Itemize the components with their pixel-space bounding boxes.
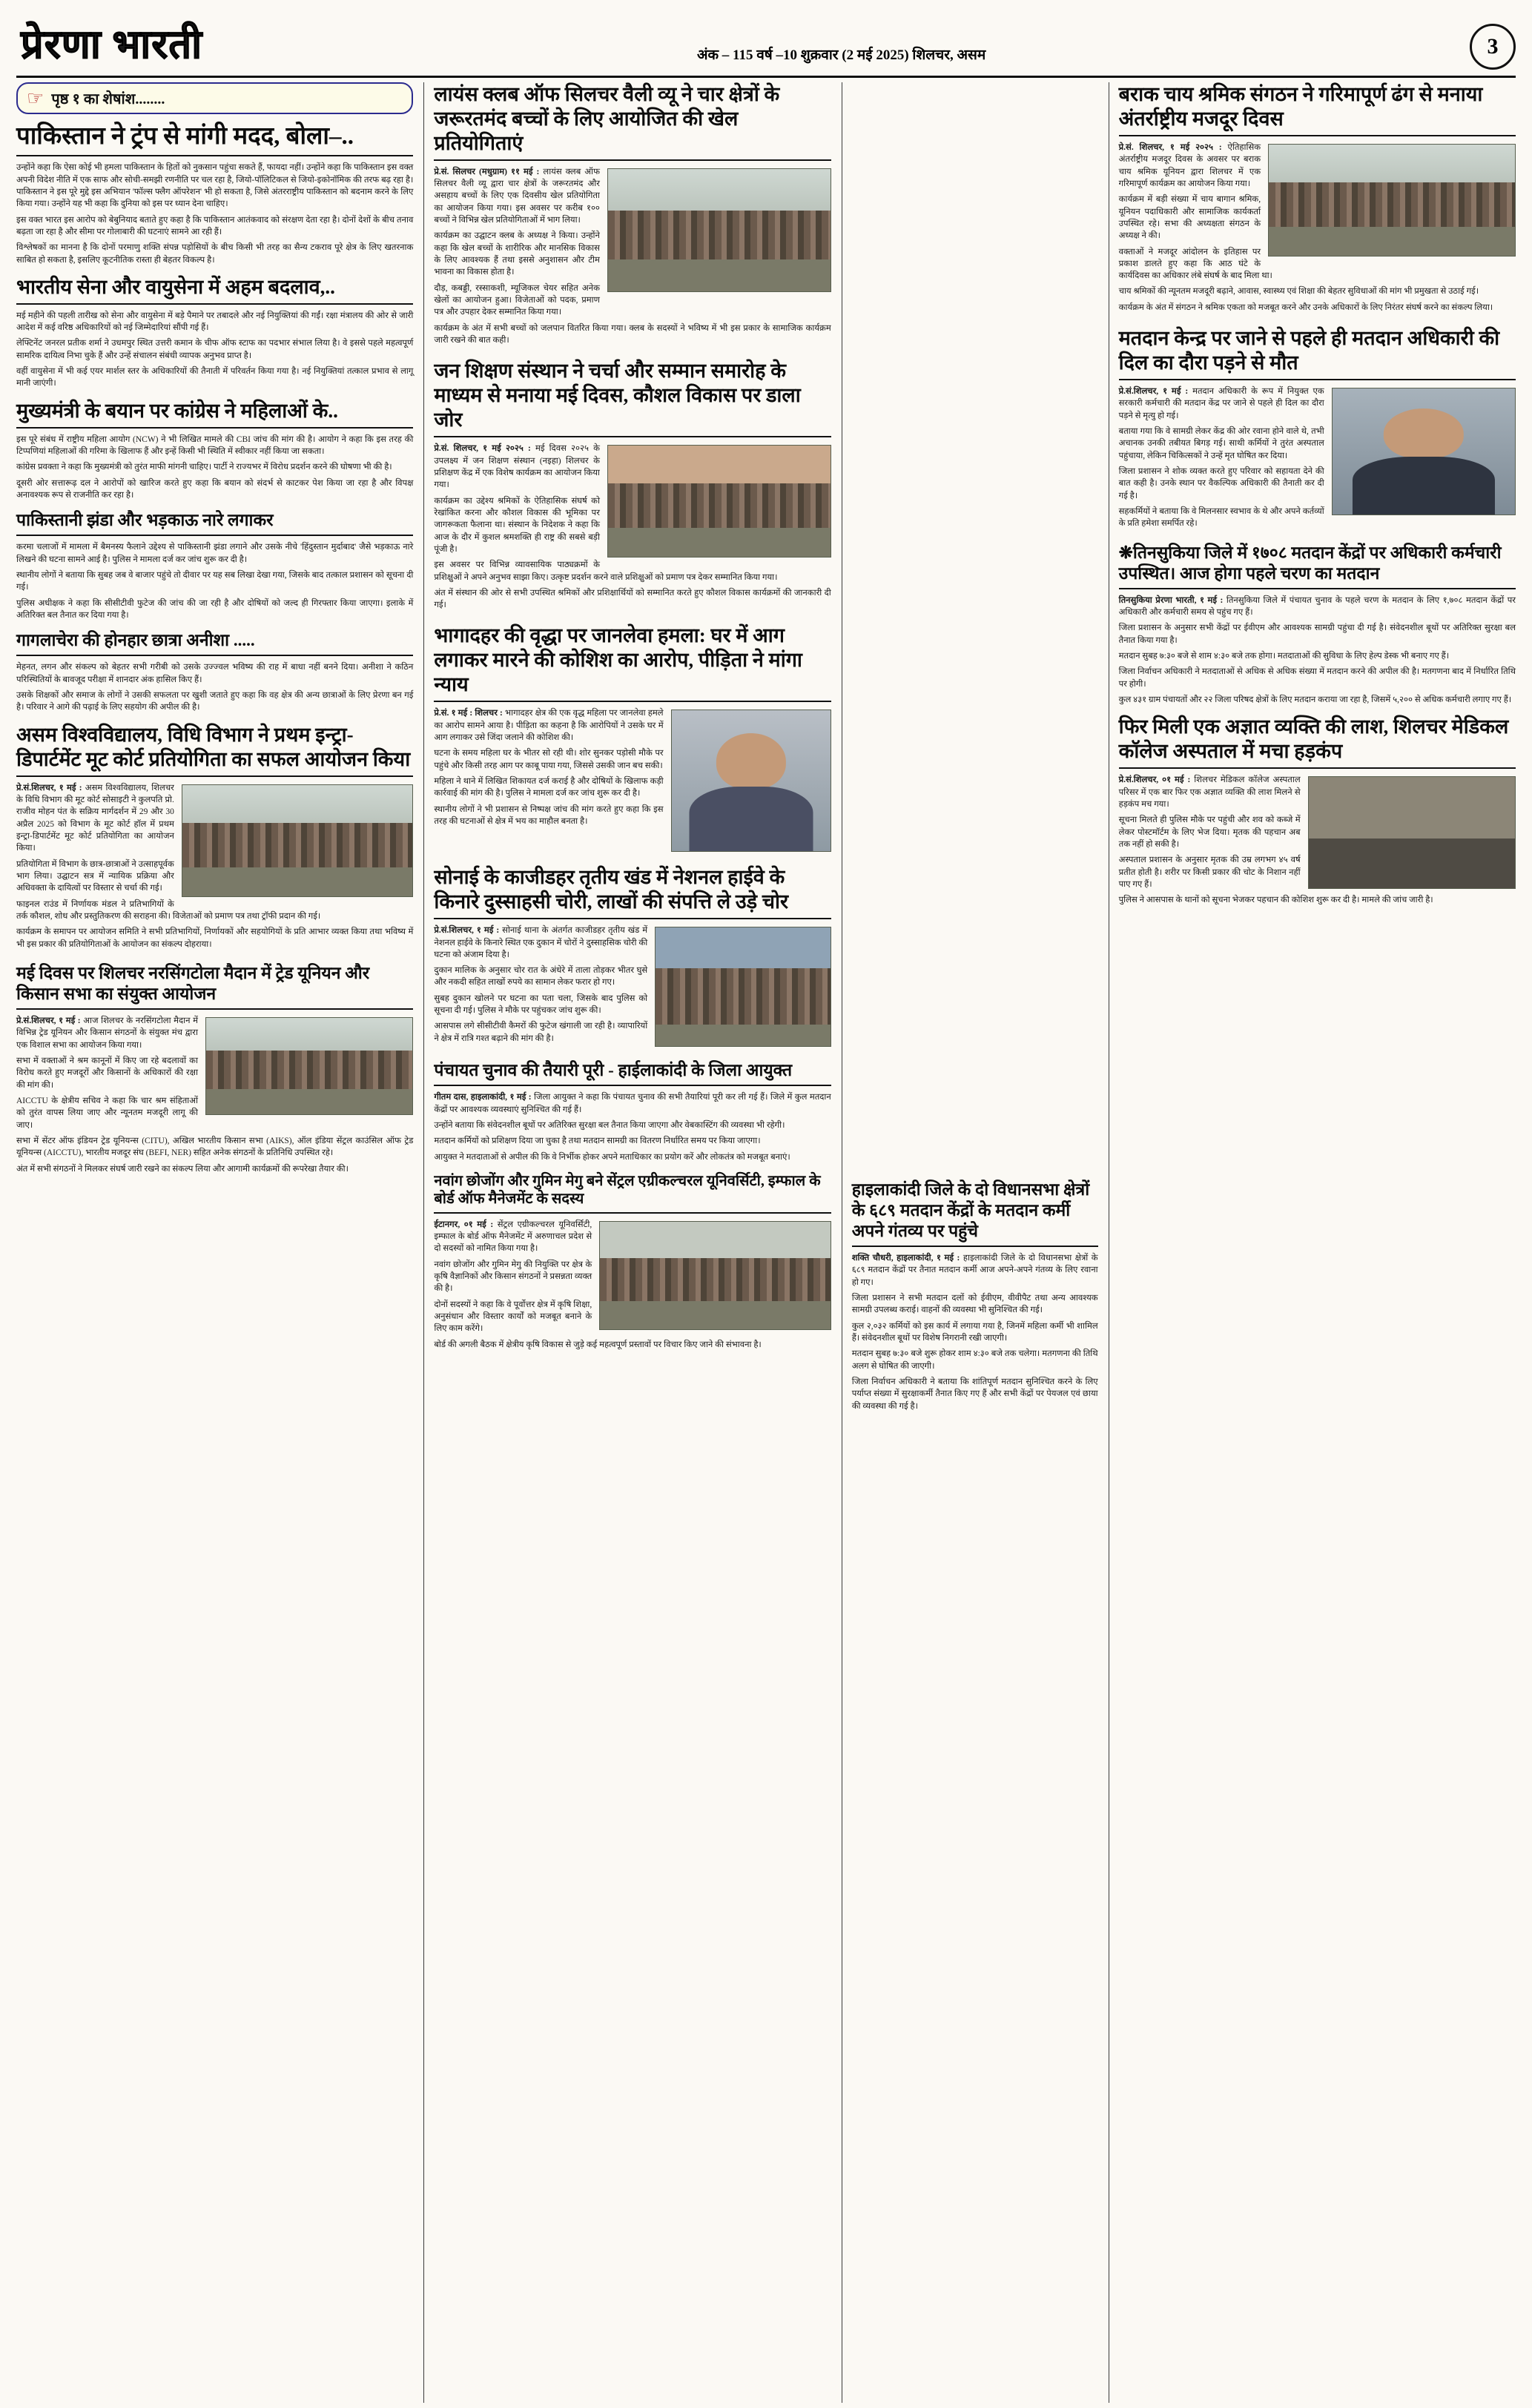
article-headline: बराक चाय श्रमिक संगठन ने गरिमापूर्ण ढंग से मनाया अंतर्राष्ट्रीय मजदूर दिवस [1119,82,1516,136]
article-bhagadahar-attack [434,624,831,856]
paragraph-text: तिनसुकिया जिले में पंचायत चुनाव के पहले चरण के मतदान के लिए १,७०८ मतदान केंद्रों पर अधिकारी और कर्मचारी समय से पहुंच गए हैं। [1118,595,1516,618]
paragraph: विश्लेषकों का मानना है कि दोनों परमाणु शक्ति संपन्न पड़ोसियों के बीच किसी भी तरह का सैन्य टकराव पूरे क्षेत्र के लिए खतरनाक साबित हो सकता है, इसलिए कूटनीतिक रास्ता ही बेहतर विकल्प है। [16,243,414,265]
column-4 [1109,82,1516,2403]
paragraph-text: मई दिवस २०२५ के उपलक्ष्य में जन शिक्षण संस्थान (नइहा) शिलचर के प्रशिक्षण केंद्र में एक विशेष कार्यक्रम का आयोजन किया गया। [434,444,600,490]
article-headline: सोनाई के काजीडहर तृतीय खंड में नेशनल हाईवे के किनारे दुस्साहसी चोरी, लाखों की संपत्ति ले उड़े चोर [434,865,831,919]
article-photo [607,445,831,558]
paragraph: करमा चलाजों में मामला में बैमनस्य फैलाने उद्देश्य से पाकिस्तानी झंडा लगाने और उसके नीचे 'हिंदुस्तान मुर्दाबाद' जैसे भड़काऊ नारे लिखने की घटना सामने आई है। पुलिस ने मामला दर्ज कर जांच शुरू कर दी है। [16,543,414,564]
paragraph: अस्पताल प्रशासन के अनुसार मृतक की उम्र लगभग ४५ वर्ष प्रतीत होती है। शरीर पर किसी प्रकार की चोट के निशान नहीं पाए गए हैं। [1118,856,1301,889]
paragraph: सहकर्मियों ने बताया कि वे मिलनसार स्वभाव के थे और अपने कर्तव्यों के प्रति हमेशा समर्पित रहे। [1118,506,1324,529]
dateline: प्रे.सं. १ मई : शिलचर : [434,709,503,718]
paragraph: महिला ने थाने में लिखित शिकायत दर्ज कराई है और दोषियों के खिलाफ कड़ी कार्रवाई की मांग की है। पुलिस ने मामला दर्ज कर जांच शुरू कर दी है। [434,776,664,798]
article-tinsukia-polling [1119,543,1516,707]
article-mayday-silchar [16,963,413,1179]
paragraph-text: मतदान अधिकारी के रूप में नियुक्त एक सरकारी कर्मचारी की मतदान केंद्र पर जाने से पहले ही दिल का दौरा पड़ने से मृत्यु हो गई। [1118,387,1324,420]
article-headline: मई दिवस पर शिलचर नरसिंगटोला मैदान में ट्रेड यूनियन और किसान सभा का संयुक्त आयोजन [16,963,413,1010]
paragraph [852,1252,1098,1289]
article-pakistan-trump [16,122,413,266]
paragraph-text: सेंट्रल एग्रीकल्चरल यूनिवर्सिटी, इम्फाल के बोर्ड ऑफ मैनेजमेंट में अरुणाचल प्रदेश से दो सदस्यों को नामित किया गया है। [434,1220,592,1254]
paragraph: दोनों सदस्यों ने कहा कि वे पूर्वोत्तर क्षेत्र में कृषि शिक्षा, अनुसंधान और विस्तार कार्यों को मजबूत बनाने के लिए काम करेंगे। [434,1300,592,1334]
dateline: तिनसुकिया प्रेरणा भारती, १ मई : [1118,595,1224,605]
article-photo [1268,144,1516,257]
article-photo [655,927,831,1047]
paragraph-text: आज शिलचर के नरसिंगटोला मैदान में विभिन्न ट्रेड यूनियन और किसान संगठनों के संयुक्त मंच द्वारा एक विशाल सभा का आयोजन किया गया। [16,1016,198,1050]
dateline: ईटानगर, ०१ मई : [434,1220,494,1229]
paragraph [1119,595,1516,619]
dateline: प्रे.सं.शिलचर, ०१ मई : [1118,775,1191,785]
paragraph-text: असम विश्वविद्यालय, शिलचर के विधि विभाग की मूट कोर्ट सोसाइटी ने कुलपति प्रो. राजीव मोहन पंत के सक्रिय मार्गदर्शन में 29 और 30 अप्रैल 2025 को विभाग के मूट कोर्ट हॉल में प्रथम इन्ट्रा-डिपार्टमेंट मूट कोर्ट प्रतियोगिता का आयोजन किया। [16,783,174,853]
paragraph: सभा में वक्ताओं ने श्रम कानूनों में किए जा रहे बदलावों का विरोध करते हुए मजदूरों और किसानों के अधिकारों की रक्षा की मांग की। [16,1056,198,1090]
paragraph: जिला प्रशासन ने सभी मतदान दलों को ईवीएम, वीवीपैट तथा अन्य आवश्यक सामग्री उपलब्ध कराई। वाहनों की व्यवस्था भी सुनिश्चित की गई। [851,1294,1098,1315]
article-lions-club [434,82,831,350]
paragraph: वहीं वायुसेना में भी कई एयर मार्शल स्तर के अधिकारियों की तैनाती में परिवर्तन किया गया है। नई नियुक्तियां तत्काल प्रभाव से लागू मानी जाएंगी। [16,367,414,388]
paragraph: जिला प्रशासन ने शोक व्यक्त करते हुए परिवार को सहायता देने की बात कही है। उनके स्थान पर वैकल्पिक अधिकारी की तैनाती कर दी गई है। [1118,466,1324,500]
article-headline: फिर मिली एक अज्ञात व्यक्ति की लाश, शिलचर मेडिकल कॉलेज अस्पताल में मचा हड़कंप [1119,715,1516,769]
page-number: 3 [1470,24,1516,70]
paragraph-text: जिला आयुक्त ने कहा कि पंचायत चुनाव की सभी तैयारियां पूरी कर ली गई हैं। जिले में कुल मतदान केंद्रों पर आवश्यक व्यवस्थाएं सुनिश्चित की गई हैं। [434,1093,831,1114]
paragraph: जिला प्रशासन के अनुसार सभी केंद्रों पर ईवीएम और आवश्यक सामग्री पहुंचा दी गई है। संवेदनशील बूथों पर अतिरिक्त सुरक्षा बल तैनात किया गया है। [1118,624,1516,645]
paragraph: पुलिस ने आसपास के थानों को सूचना भेजकर पहचान की कोशिश शुरू कर दी है। मामले की जांच जारी है। [1118,896,1433,905]
paragraph-text: लायंस क्लब ऑफ सिलचर वैली व्यू द्वारा चार क्षेत्रों के जरूरतमंद और असहाय बच्चों के लिए एक दिवसीय खेल प्रतियोगिता का आयोजन किया गया। इस अवसर पर करीब १०० बच्चों ने विभिन्न खेल प्रतियोगिताओं में भाग लिया। [434,167,600,225]
article-photo [182,784,414,897]
dateline: प्रे.सं. शिलचर, १ मई २०२५ : [1118,142,1222,152]
dateline: प्रे.सं. शिलचर, १ मई २०२५ : [434,444,531,454]
paragraph: प्रतियोगिता में विभाग के छात्र-छात्राओं ने उत्साहपूर्वक भाग लिया। उद्घाटन सत्र में न्यायिक प्रक्रिया और अधिवक्ता के दायित्वों पर विस्तार से चर्चा की गई। [16,859,174,893]
pointing-hand-icon: ☞ [27,87,44,109]
paragraph: दूसरी ओर सत्तारूढ़ दल ने आरोपों को खारिज करते हुए कहा कि बयान को संदर्भ से काटकर पेश किया जा रहा है और विपक्ष अनावश्यक रूप से राजनीति कर रहा है। [16,478,414,500]
article-photo [599,1221,831,1330]
paragraph: फाइनल राउंड में निर्णायक मंडल ने प्रतिभागियों के तर्क कौशल, शोध और प्रस्तुतिकरण की सराहना की। विजेताओं को प्रमाण पत्र तथा ट्रॉफी प्रदान की गई। [16,899,321,921]
paragraph: बोर्ड की अगली बैठक में क्षेत्रीय कृषि विकास से जुड़े कई महत्वपूर्ण प्रस्तावों पर विचार किए जाने की संभावना है। [434,1340,762,1349]
article-headline: नवांग छोजोंग और गुमिन मेगु बने सेंट्रल एग्रीकल्चरल यूनिवर्सिटी, इम्फाल के बोर्ड ऑफ मैनेजमेंट के सदस्य [434,1172,831,1214]
paragraph: इस पूरे संबंध में राष्ट्रीय महिला आयोग (NCW) ने भी लिखित मामले की CBI जांच की मांग की है। आयोग ने कहा कि इस तरह की टिप्पणियां महिलाओं की गरिमा के खिलाफ हैं और इन्हें किसी भी स्थिति में स्वीकार नहीं किया जा सकता। [16,434,414,457]
paragraph: स्थानीय लोगों ने भी प्रशासन से निष्पक्ष जांच की मांग करते हुए कहा कि इस तरह की घटनाओं से क्षेत्र में भय का माहौल बनता है। [434,804,664,826]
article-headline: भारतीय सेना और वायुसेना में अहम बदलाव,.. [16,275,413,305]
paragraph: चाय श्रमिकों की न्यूनतम मजदूरी बढ़ाने, आवास, स्वास्थ्य एवं शिक्षा की बेहतर सुविधाओं की मांग भी प्रमुखता से उठाई गई। [1118,287,1479,297]
column-container [16,82,1516,2403]
paragraph: मेहनत, लगन और संकल्प को बेहतर सभी गरीबी को उसके उज्ज्वल भविष्य की राह में बाधा नहीं बनने दिया। अनीशा ने कठिन परिस्थितियों के बावजूद परीक्षा में शानदार अंक हासिल किए हैं। [16,663,414,684]
dateline: गीतम दास, हाइलाकांदी, १ मई : [434,1093,532,1102]
article-headline: मतदान केन्द्र पर जाने से पहले ही मतदान अधिकारी की दिल का दौरा पड़ने से मौत [1119,326,1516,380]
newspaper-title: प्रेरणा भारती [21,22,203,67]
paragraph: सुबह दुकान खोलने पर घटना का पता चला, जिसके बाद पुलिस को सूचना दी गई। पुलिस ने मौके पर पहुंचकर जांच शुरू की। [434,993,648,1016]
column-2 [423,82,831,2403]
dateline: प्रे.सं.शिलचर, १ मई : [16,1016,81,1025]
paragraph: आयुक्त ने मतदाताओं से अपील की कि वे निर्भीक होकर अपने मताधिकार का प्रयोग करें और लोकतंत्र को मजबूत बनाएं। [434,1152,790,1162]
article-body [434,1091,831,1163]
masthead [16,13,1516,78]
paragraph-text: सोनाई थाना के अंतर्गत काजीडहर तृतीय खंड में नेशनल हाईवे के किनारे स्थित एक दुकान में चोरों ने दुस्साहसिक चोरी की घटना को अंजाम दिया है। [434,926,648,959]
paragraph: कार्यक्रम में बड़ी संख्या में चाय बागान श्रमिक, यूनियन पदाधिकारी और सामाजिक कार्यकर्ता उपस्थित रहे। सभा की अध्यक्षता संगठन के अध्यक्ष ने की। [1118,195,1261,241]
paragraph [434,1091,831,1116]
article-body [16,162,413,266]
article-photo [205,1017,413,1115]
paragraph: कुल ४३१ ग्राम पंचायतों और २२ जिला परिषद क्षेत्रों के लिए मतदान कराया जा रहा है, जिसमें ५,२०० से अधिक कर्मचारी लगाए गए हैं। [1118,695,1512,705]
paragraph: AICCTU के क्षेत्रीय सचिव ने कहा कि चार श्रम संहिताओं को तुरंत वापस लिया जाए और न्यूनतम मजदूरी लागू की जाए। [16,1096,198,1130]
paragraph: नवांग छोजोंग और गुमिन मेगु की नियुक्ति पर क्षेत्र के कृषि वैज्ञानिकों और किसान संगठनों ने प्रसन्नता व्यक्त की है। [434,1260,592,1294]
paragraph: कार्यक्रम का उद्घाटन क्लब के अध्यक्ष ने किया। उन्होंने कहा कि खेल बच्चों के शारीरिक और मानसिक विकास के लिए आवश्यक हैं तथा इससे अनुशासन और टीम भावना का विकास होता है। [434,231,600,277]
paragraph-text: शिलचर मेडिकल कॉलेज अस्पताल परिसर में एक बार फिर एक अज्ञात व्यक्ति की लाश मिलने से हड़कंप मच गया। [1118,775,1301,809]
paragraph: सूचना मिलते ही पुलिस मौके पर पहुंची और शव को कब्जे में लेकर पोस्टमॉर्टम के लिए भेज दिया। मृतक की पहचान अब तक नहीं हो सकी है। [1118,816,1301,849]
paragraph: मतदान सुबह ७:३० बजे से शाम ४:३० बजे तक होगा। मतदाताओं की सुविधा के लिए हेल्प डेस्क भी बनाए गए हैं। [1118,652,1450,661]
article-panchayat-hailakandi [434,1060,831,1163]
article-moot-court [16,723,413,954]
paragraph: वक्ताओं ने मजदूर आंदोलन के इतिहास पर प्रकाश डालते हुए कहा कि आठ घंटे के कार्यदिवस का अधिकार लंबे संघर्ष के बाद मिला था। [1118,247,1272,281]
paragraph: कार्यक्रम के अंत में संगठन ने श्रमिक एकता को मजबूत करने और उनके अधिकारों के लिए निरंतर संघर्ष करने का संकल्प लिया। [1118,302,1493,312]
paragraph: इस वक्त भारत इस आरोप को बेबुनियाद बताते हुए कहा है कि पाकिस्तान आतंकवाद को संरक्षण देता रहा है। दोनों देशों के बीच तनाव बढ़ता जा रहा है और सीमा पर गोलाबारी की घटनाएं सामने आ रही हैं। [16,215,414,236]
article-photo [607,168,831,292]
paragraph: सभा में सेंटर ऑफ इंडियन ट्रेड यूनियन्स (CITU), अखिल भारतीय किसान सभा (AIKS), ऑल इंडिया सेंट्रल काउंसिल ऑफ ट्रेड यूनियन्स (AICCTU), भारतीय मजदूर संघ (BEFI, NER) सहित अनेक संगठनों के प्रतिनिधि उपस्थित रहे। [16,1136,414,1158]
article-jan-shikshan [434,359,831,615]
paragraph: उसके शिक्षकों और समाज के लोगों ने उसकी सफलता पर खुशी जताते हुए कहा कि वह क्षेत्र की अन्य छात्राओं के लिए प्रेरणा बन गई है। परिवार ने आगे की पढ़ाई के लिए सहयोग की अपील की है। [16,691,414,712]
article-headline: लायंस क्लब ऑफ सिलचर वैली व्यू ने चार क्षेत्रों के जरूरतमंद बच्चों के लिए आयोजित की खेल प्रतियोगिताएं [434,82,831,161]
article-headline: हाइलाकांदी जिले के दो विधानसभा क्षेत्रों के ६८९ मतदान केंद्रों के मतदान कर्मी अपने गंतव्य पर पहुंचे [852,1180,1098,1247]
article-headline: भागादहर की वृद्धा पर जानलेवा हमला: घर में आग लगाकर मारने की कोशिश का आरोप, पीड़िता ने मांगा न्याय [434,624,831,702]
paragraph: अंत में संस्थान की ओर से सभी उपस्थित श्रमिकों और प्रशिक्षार्थियों को सम्मानित करते हुए कौशल विकास कार्यक्रमों की जानकारी दी गई। [434,588,831,610]
paragraph-text: भागादहर क्षेत्र की एक वृद्ध महिला पर जानलेवा हमले का आरोप सामने आया है। पीड़िता का कहना है कि आरोपियों ने उसके घर में आग लगाकर उसे जिंदा जलाने की कोशिश की। [434,709,664,742]
article-body [16,434,413,502]
paragraph: स्थानीय लोगों ने बताया कि सुबह जब वे बाजार पहुंचे तो दीवार पर यह सब लिखा देखा गया, जिसके बाद तत्काल प्रशासन को सूचना दी गई। [16,571,414,592]
paragraph: पुलिस अधीक्षक ने कहा कि सीसीटीवी फुटेज की जांच की जा रही है और दोषियों को जल्द ही गिरफ्तार किया जाएगा। इलाके में अतिरिक्त बल तैनात कर दिया गया है। [16,598,414,621]
article-headline: असम विश्वविद्यालय, विधि विभाग ने प्रथम इन्ट्रा-डिपार्टमेंट मूट कोर्ट प्रतियोगिता का सफल आयोजन किया [16,723,413,777]
paragraph: कार्यक्रम के समापन पर आयोजन समिति ने सभी प्रतिभागियों, निर्णायकों और सहयोगियों के प्रति आभार व्यक्त किया तथा भविष्य में भी इस प्रकार की प्रतियोगिताओं के आयोजन का संकल्प दोहराया। [16,927,414,949]
paragraph: बताया गया कि वे सामग्री लेकर केंद्र की ओर रवाना होने वाले थे, तभी अचानक उनकी तबीयत बिगड़ गई। साथी कर्मियों ने तुरंत अस्पताल पहुंचाया, लेकिन चिकित्सकों ने उन्हें मृत घोषित कर दिया। [1118,427,1324,460]
article-student-anisha [16,630,413,713]
dateline: प्रे.सं.शिलचर, १ मई : [1118,387,1189,397]
paragraph: कार्यक्रम के अंत में सभी बच्चों को जलपान वितरित किया गया। क्लब के सदस्यों ने भविष्य में भी इस प्रकार के सामाजिक कार्यक्रम जारी रखने की बात कही। [434,323,831,345]
article-headline: मुख्यमंत्री के बयान पर कांग्रेस ने महिलाओं के.. [16,399,413,429]
paragraph-text: ऐतिहासिक अंतर्राष्ट्रीय मजदूर दिवस के अवसर पर बराक चाय श्रमिक यूनियन द्वारा शिलचर में एक गरिमापूर्ण कार्यक्रम का आयोजन किया गया। [1118,142,1261,188]
paragraph: घटना के समय महिला घर के भीतर सो रही थी। शोर सुनकर पड़ोसी मौके पर पहुंचे और किसी तरह आग पर काबू पाया गया, जिससे उसकी जान बच सकी। [434,749,664,770]
article-unidentified-body [1119,715,1516,910]
paragraph: लेफ्टिनेंट जनरल प्रतीक शर्मा ने उधमपुर स्थित उत्तरी कमान के चीफ ऑफ स्टाफ का पदभार संभाल लिया है। वे इससे पहले महत्वपूर्ण सामरिक दायित्व निभा चुके हैं और उन्हें संचालन संबंधी व्यापक अनुभव प्राप्त है। [16,339,414,360]
victim-photo [671,710,831,852]
article-body [16,541,413,621]
dateline: प्रे.सं.शिलचर, १ मई : [16,783,82,793]
article-army-airforce [16,275,413,390]
paragraph: जिला निर्वाचन अधिकारी ने मतदाताओं से अधिक से अधिक संख्या में मतदान करने की अपील की है। मतगणना बाद में निर्धारित तिथि पर होगी। [1118,667,1516,689]
article-body [852,1252,1098,1412]
article-polling-officer-death [1119,326,1516,533]
article-headline: गागलाचेरा की होनहार छात्रा अनीशा ..... [16,630,413,656]
column-1 [16,82,413,2403]
paragraph: दुकान मालिक के अनुसार चोर रात के अंधेरे में ताला तोड़कर भीतर घुसे और नकदी सहित लाखों रुपये का सामान लेकर फरार हो गए। [434,966,648,988]
column-3 [842,82,1098,2403]
paragraph: कांग्रेस प्रवक्ता ने कहा कि मुख्यमंत्री को तुरंत माफी मांगनी चाहिए। पार्टी ने राज्यभर में विरोध प्रदर्शन करने की घोषणा भी की है। [16,463,392,472]
paragraph: मतदान सुबह ७:३० बजे शुरू होकर शाम ४:३० बजे तक चलेगा। मतगणना की तिथि अलग से घोषित की जाएगी। [851,1349,1098,1371]
paragraph-text: हाइलाकांदी जिले के दो विधानसभा क्षेत्रों के ६८९ मतदान केंद्रों पर तैनात मतदान कर्मी आज अपने-अपने गंतव्य के लिए रवाना हो गए। [851,1254,1098,1287]
article-body [1119,595,1516,707]
article-sonai-theft [434,865,831,1051]
article-headline: पाकिस्तानी झंडा और भड़काऊ नारे लगाकर [16,510,413,536]
article-body [16,661,413,713]
paragraph: उन्होंने कहा कि ऐसा कोई भी हमला पाकिस्तान के हितों को नुकसान पहुंचा सकते हैं, फायदा नहीं। उन्होंने कहा कि पाकिस्तान इस वक्त अपनी विदेश नीति में एक साफ और सोची-समझी रणनीति पर चल रहा है, जियो-पॉलिटिकल से जियो-इकोनॉमिक की तरफ बढ़ रहा है। पाकिस्तान ने इस पूरे मुद्दे इस अभियान 'फॉल्स फ्लैग ऑपरेशन' भी हो सकता है, जिसे अंतरराष्ट्रीय पाकिस्तान को बदनाम करने के लिए किया गया। उन्होंने यह भी कहा कि दुनिया को इस पर ध्यान देना चाहिए। [16,163,414,209]
paragraph: इस अवसर पर विभिन्न व्यावसायिक पाठ्यक्रमों के प्रशिक्षुओं ने अपने अनुभव साझा किए। उत्कृष्ट प्रदर्शन करने वाले प्रशिक्षुओं को प्रमाण पत्र देकर सम्मानित किया गया। [434,560,778,582]
issue-line: अंक – 115 वर्ष –10 शुक्रवार (2 मई 2025) शिलचर, असम [696,47,986,63]
paragraph: कार्यक्रम का उद्देश्य श्रमिकों के ऐतिहासिक संघर्ष को रेखांकित करना और कौशल विकास की भूमिका पर जागरूकता फैलाना था। संस्थान के निदेशक ने कहा कि आज के दौर में कुशल श्रमशक्ति ही राष्ट्र की सबसे बड़ी पूंजी है। [434,496,600,554]
article-headline: जन शिक्षण संस्थान ने चर्चा और सम्मान समारोह के माध्यम से मनाया मई दिवस, कौशल विकास पर डाला जोर [434,359,831,437]
dateline: प्रे.सं. सिलचर (मधुग्राम) ११ मई : [434,167,540,176]
article-cm-congress [16,399,413,502]
paragraph: कुल २,०३२ कर्मियों को इस कार्य में लगाया गया है, जिनमें महिला कर्मी भी शामिल हैं। संवेदनशील बूथों पर विशेष निगरानी रखी जाएगी। [851,1321,1098,1343]
article-hailakandi-polling [852,1180,1098,1412]
paragraph: मई महीने की पहली तारीख को सेना और वायुसेना में बड़े पैमाने पर तबादले और नई नियुक्तियां की गईं। रक्षा मंत्रालय की ओर से जारी आदेश में कई वरिष्ठ अधिकारियों को नई जिम्मेदारियां सौंपी गई हैं। [16,311,414,333]
continuation-label: पृष्ठ १ का शेषांश........ [51,91,165,108]
article-headline: पंचायत चुनाव की तैयारी पूरी - हाईलाकांदी के जिला आयुक्त [434,1060,831,1086]
dateline: शक्ति चौधरी, हाइलाकांदी, १ मई : [851,1254,960,1263]
paragraph: दौड़, कबड्डी, रस्साकशी, म्यूजिकल चेयर सहित अनेक खेलों का आयोजन हुआ। विजेताओं को पदक, प्रमाण पत्र और उपहार देकर सम्मानित किया गया। [434,283,600,317]
article-photo [1308,776,1516,889]
article-cau-board [434,1172,831,1354]
continuation-ribbon [16,82,413,114]
article-body [16,310,413,390]
article-tea-workers-mayday [1119,82,1516,317]
dateline: प्रे.सं.शिलचर, १ मई : [434,926,500,936]
paragraph: जिला निर्वाचन अधिकारी ने बताया कि शांतिपूर्ण मतदान सुनिश्चित करने के लिए पर्याप्त संख्या में सुरक्षाकर्मी तैनात किए गए हैं और सभी केंद्रों पर पेयजल एवं छाया की व्यवस्था की गई है। [851,1377,1098,1411]
article-headline: ❋तिनसुकिया जिले में १७०८ मतदान केंद्रों पर अधिकारी कर्मचारी उपस्थित। आज होगा पहले चरण का मतदान [1119,543,1516,589]
paragraph: आसपास लगे सीसीटीवी कैमरों की फुटेज खंगाली जा रही है। व्यापारियों ने क्षेत्र में रात्रि गश्त बढ़ाने की मांग की है। [434,1022,648,1043]
article-headline: पाकिस्तान ने ट्रंप से मांगी मदद, बोला–.. [16,122,413,156]
deceased-photo [1332,388,1516,515]
paragraph: उन्होंने बताया कि संवेदनशील बूथों पर अतिरिक्त सुरक्षा बल तैनात किया जाएगा और वेबकास्टिंग की व्यवस्था भी रहेगी। [434,1120,785,1130]
article-pak-flag [16,510,413,621]
paragraph: अंत में सभी संगठनों ने मिलकर संघर्ष जारी रखने का संकल्प लिया और आगामी कार्यक्रमों की रूपरेखा तैयार की। [16,1164,349,1174]
paragraph: मतदान कर्मियों को प्रशिक्षण दिया जा चुका है तथा मतदान सामग्री का वितरण निर्धारित समय पर किया जाएगा। [434,1137,761,1146]
